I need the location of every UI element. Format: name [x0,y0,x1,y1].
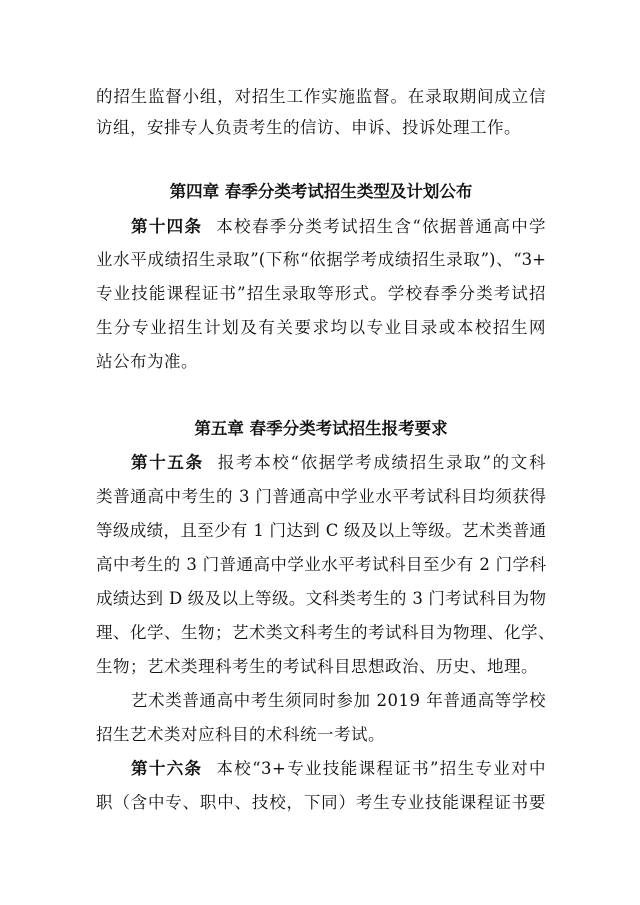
text-line: 本校春季分类考试招生含“依据普通高中学 [216,217,547,236]
article-16-first-line [131,758,546,780]
text-line: 高中考生的 3 门普通高中学业水平考试科目至少有 2 门学科 [96,555,546,574]
text-line: 生物；艺术类理科考生的考试科目思想政治、历史、地理。 [96,657,538,676]
article-15-first-line [131,452,546,474]
chapter-4-heading: 第四章 春季分类考试招生类型及计划公布 [169,182,473,201]
text-line: 报考本校“依据学考成绩招生录取”的文科 [217,453,546,472]
text-line: 访组，安排专人负责考生的信访、申诉、投诉处理工作。 [96,118,521,137]
article-16-label: 第十六条 [131,759,203,778]
article-14-label: 第十四条 [131,217,203,236]
chapter-5-heading: 第五章 春季分类考试招生报考要求 [194,419,448,438]
text-line: 成绩达到 D 级及以上等级。文科类考生的 3 门考试科目为物 [96,589,546,608]
text-line: 生分专业招生计划及有关要求均以专业目录或本校招生网 [96,318,546,337]
text-line: 招生艺术类对应科目的术科统一考试。 [96,725,385,744]
text-line: 类普通高中考生的 3 门普通高中学业水平考试科目均须获得 [96,487,546,506]
text-line: 理、化学、生物；艺术类文科考生的考试科目为物理、化学、 [96,623,555,642]
article-14-first-line [131,216,546,238]
text-line: 业水平成绩招生录取”(下称“依据学考成绩招生录取”)、“3+ [96,250,546,269]
article-15-label: 第十五条 [131,453,204,472]
text-line: 艺术类普通高中考生须同时参加 2019 年普通高等学校 [131,691,546,710]
text-line: 等级成绩，且至少有 1 门达到 C 级及以上等级。艺术类普通 [96,521,546,540]
text-line: 本校“3+专业技能课程证书”招生专业对中 [216,759,546,778]
text-line: 站公布为准。 [96,352,198,371]
text-line: 专业技能课程证书”招生录取等形式。学校春季分类考试招 [96,284,546,303]
text-line: 的招生监督小组，对招生工作实施监督。在录取期间成立信 [96,87,546,106]
text-line: 职（含中专、职中、技校，下同）考生专业技能课程证书要 [96,793,546,812]
